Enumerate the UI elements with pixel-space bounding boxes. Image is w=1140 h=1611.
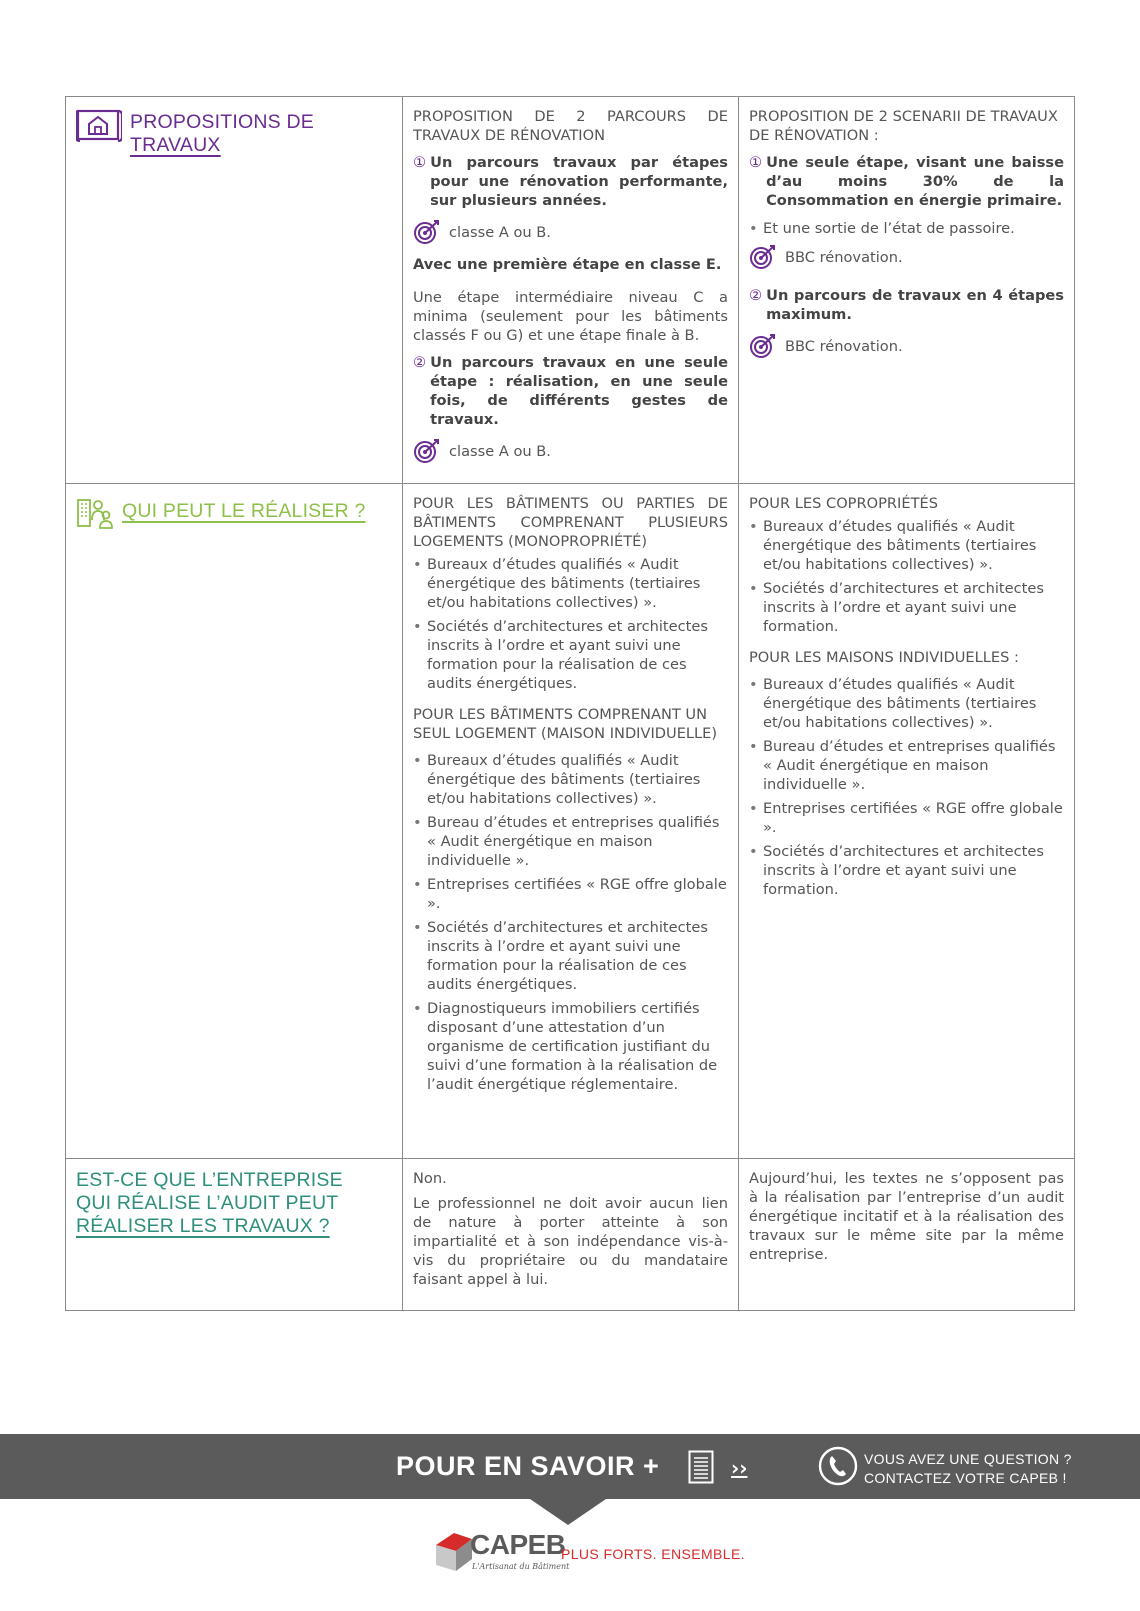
logo-text: CAPEB — [470, 1529, 566, 1560]
target-line — [749, 244, 1064, 270]
answer-text: Le professionnel ne doit avoir aucun lien de nature à porter atteinte à son impartialité et à son indépendance vis-à-vis du propriétaire ou du mandataire faisant appel à lui. — [413, 1195, 728, 1288]
house-plan-icon — [76, 107, 122, 143]
target-text: BBC rénovation. — [785, 248, 903, 266]
first-step-text: Avec une première étape en classe E. — [413, 256, 722, 273]
row-entreprise — [66, 1159, 1075, 1311]
document-icon[interactable] — [688, 1450, 714, 1484]
row-title-line2: TRAVAUX — [130, 134, 221, 156]
propositions-col3 — [739, 97, 1075, 484]
list-item: • Sociétés d’architectures et architectes inscrits à l’ordre et ayant suivi une formation pour la réalisation de ces audits énergétiques. — [413, 918, 728, 994]
list-item: • Et une sortie de l’état de passoire. — [749, 219, 1064, 238]
col-heading: POUR LES BÂTIMENTS COMPRENANT UN SEUL LOGEMENT (MAISON INDIVIDUELLE) — [413, 706, 718, 742]
item-text: Un parcours travaux en une seule étape : réalisation, en une seule fois, de différents gestes de travaux. — [430, 354, 728, 428]
logo-subtitle: L'Artisanat du Bâtiment — [472, 1562, 570, 1571]
row-title-line1: PROPOSITIONS DE — [130, 111, 314, 133]
intermediate-text: Une étape intermédiaire niveau C a minima (seulement pour les bâtiments classés F ou G) et une étape finale à B. — [413, 289, 728, 344]
target-icon — [413, 438, 441, 464]
footer-arrow — [530, 1499, 606, 1525]
qui-col3 — [739, 484, 1075, 1159]
list-item: • Entreprises certifiées « RGE offre globale ». — [413, 875, 728, 913]
list-item: • Bureaux d’études qualifiés « Audit énergétique des bâtiments (tertiaires et/ou habitations collectives) ». — [749, 675, 1064, 732]
qui-col2 — [403, 484, 739, 1159]
numbered-item — [749, 153, 1064, 210]
list-item: • Bureaux d’études qualifiés « Audit énergétique des bâtiments (tertiaires et/ou habitations collectives) ». — [749, 517, 1064, 574]
answer-short: Non. — [413, 1170, 447, 1187]
col-heading: PROPOSITION DE 2 PARCOURS DE TRAVAUX DE RÉNOVATION — [413, 108, 728, 144]
target-text: classe A ou B. — [449, 442, 551, 460]
target-icon — [749, 244, 777, 270]
target-text: classe A ou B. — [449, 223, 551, 241]
target-line — [413, 438, 728, 464]
propositions-col2 — [403, 97, 739, 484]
contact-line1: VOUS AVEZ UNE QUESTION ? — [864, 1451, 1072, 1467]
slogan: PLUS FORTS. ENSEMBLE. — [561, 1546, 745, 1562]
target-icon — [749, 333, 777, 359]
item-text: Une seule étape, visant une baisse d’au moins 30% de la Consommation en énergie primaire. — [766, 154, 1064, 209]
target-line — [413, 219, 728, 245]
bullet-list — [413, 555, 728, 693]
bullet-list — [749, 517, 1064, 636]
row-label-cell — [66, 1159, 403, 1311]
entreprise-col2 — [403, 1159, 739, 1311]
row-title-line3: RÉALISER LES TRAVAUX ? — [76, 1215, 330, 1237]
col-heading: PROPOSITION DE 2 SCENARII DE TRAVAUX DE RÉNOVATION : — [749, 108, 1058, 144]
more-link[interactable]: ›› — [731, 1456, 748, 1480]
number-marker: ① — [413, 154, 427, 171]
target-icon — [413, 219, 441, 245]
bullet-list — [413, 751, 728, 1094]
row-title: QUI PEUT LE RÉALISER ? — [122, 500, 366, 522]
row-title-line2: QUI RÉALISE L’AUDIT PEUT — [76, 1192, 339, 1214]
target-line — [749, 333, 1064, 359]
item-text: Un parcours de travaux en 4 étapes maximum. — [766, 287, 1064, 323]
contact-line2: CONTACTEZ VOTRE CAPEB ! — [864, 1470, 1067, 1486]
list-item: • Bureau d’études et entreprises qualifiés « Audit énergétique en maison individuelle ». — [749, 737, 1064, 794]
number-marker: ② — [749, 287, 763, 304]
col-heading: POUR LES MAISONS INDIVIDUELLES : — [749, 649, 1019, 666]
list-item: • Sociétés d’architectures et architectes inscrits à l’ordre et ayant suivi une formation. — [749, 579, 1064, 636]
list-item: • Entreprises certifiées « RGE offre globale ». — [749, 799, 1064, 837]
contact-text — [864, 1450, 1072, 1488]
list-item: • Bureaux d’études qualifiés « Audit énergétique des bâtiments (tertiaires et/ou habitations collectives) ». — [413, 751, 728, 808]
list-item: • Sociétés d’architectures et architectes inscrits à l’ordre et ayant suivi une formation pour la réalisation de ces audits énergétiques. — [413, 617, 728, 693]
number-marker: ① — [749, 154, 763, 171]
row-label-cell — [66, 97, 403, 484]
row-label-cell — [66, 484, 403, 1159]
list-item: • Bureaux d’études qualifiés « Audit énergétique des bâtiments (tertiaires et/ou habitations collectives) ». — [413, 555, 728, 612]
numbered-item — [413, 153, 728, 210]
answer-text: Aujourd’hui, les textes ne s’opposent pas à la réalisation par l’entreprise d’un audit énergétique incitatif et à la réalisation des travaux sur le même site par la même entreprise. — [749, 1170, 1064, 1263]
bullet-list — [749, 675, 1064, 899]
audit-table — [65, 96, 1075, 1311]
people-building-icon — [76, 496, 114, 530]
item-text: Un parcours travaux par étapes pour une rénovation performante, sur plusieurs années. — [430, 154, 728, 209]
entreprise-col3 — [739, 1159, 1075, 1311]
bullet-list — [749, 219, 1064, 238]
row-qui — [66, 484, 1075, 1159]
list-item: • Sociétés d’architectures et architectes inscrits à l’ordre et ayant suivi une formation. — [749, 842, 1064, 899]
list-item: • Bureau d’études et entreprises qualifiés « Audit énergétique en maison individuelle ». — [413, 813, 728, 870]
row-title-line1: EST-CE QUE L’ENTREPRISE — [76, 1169, 343, 1191]
numbered-item — [413, 353, 728, 429]
phone-icon[interactable] — [818, 1446, 858, 1486]
footer-title: POUR EN SAVOIR + — [396, 1451, 660, 1481]
list-item: • Diagnostiqueurs immobiliers certifiés disposant d’une attestation d’un organisme de certification justifiant du suivi d’une formation à la réalisation de l’audit énergétique réglementaire. — [413, 999, 728, 1094]
row-propositions — [66, 97, 1075, 484]
target-text: BBC rénovation. — [785, 337, 903, 355]
number-marker: ② — [413, 354, 427, 371]
col-heading: POUR LES COPROPRIÉTÉS — [749, 495, 938, 512]
numbered-item — [749, 286, 1064, 324]
col-heading: POUR LES BÂTIMENTS OU PARTIES DE BÂTIMENTS COMPRENANT PLUSIEURS LOGEMENTS (MONOPROPRIÉTÉ) — [413, 495, 728, 550]
